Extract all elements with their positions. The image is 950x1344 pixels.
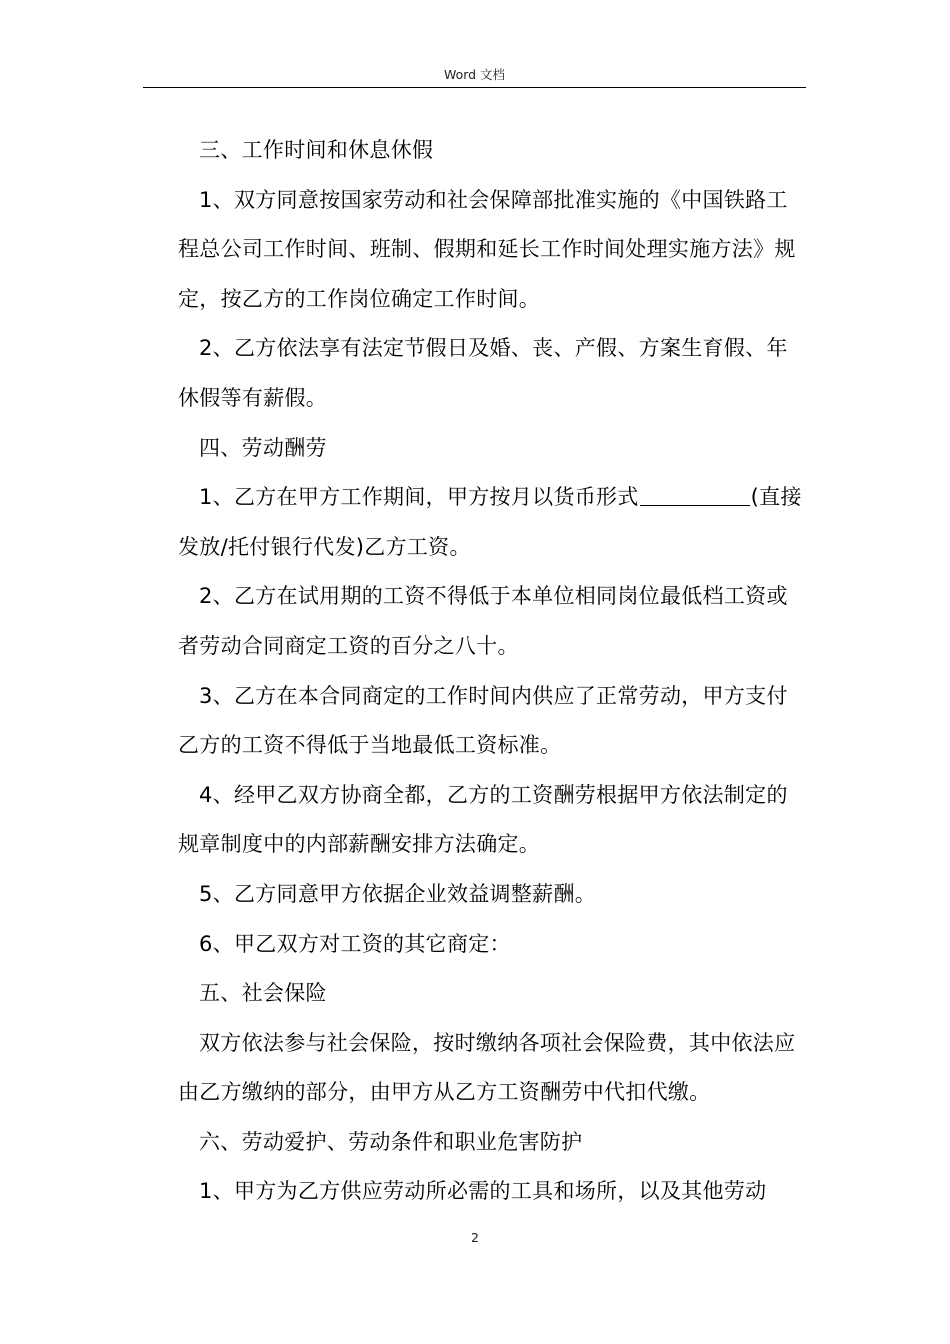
- section-heading: 六、劳动爱护、劳动条件和职业危害防护: [199, 1129, 583, 1154]
- section-heading: 四、劳动酬劳: [199, 435, 327, 460]
- paragraph: 2、乙方在试用期的工资不得低于本单位相同岗位最低档工资或者劳动合同商定工资的百分之八十。: [178, 584, 788, 658]
- paragraph: 6、甲乙双方对工资的其它商定：: [199, 931, 511, 956]
- paragraph: 2、乙方依法享有法定节假日及婚、丧、产假、方案生育假、年休假等有薪假。: [178, 336, 788, 410]
- paragraph-text: 1、乙方在甲方工作期间，甲方按月以货币形式: [199, 485, 639, 510]
- paragraph: 4、经甲乙双方协商全都，乙方的工资酬劳根据甲方依法制定的规章制度中的内部薪酬安排方法确定。: [178, 782, 788, 857]
- section-heading: 三、工作时间和休息休假: [199, 138, 434, 162]
- paragraph: 5、乙方同意甲方依据企业效益调整薪酬。: [199, 881, 597, 906]
- page-number: 2: [471, 1230, 479, 1245]
- paragraph-with-blank: [178, 473, 804, 572]
- page-header: Word 文档: [443, 67, 506, 82]
- paragraph: 1、双方同意按国家劳动和社会保障部批准实施的《中国铁路工程总公司工作时间、班制、假期和延长工作时间处理实施方法》规定，按乙方的工作岗位确定工作时间。: [178, 187, 796, 311]
- paragraph-text: (直接发放/托付银行代发)乙方工资。: [178, 485, 802, 559]
- section-heading: 五、社会保险: [199, 981, 327, 1006]
- header-rule: [143, 87, 806, 88]
- paragraph: 双方依法参与社会保险，按时缴纳各项社会保险费，其中依法应由乙方缴纳的部分，由甲方从乙方工资酬劳中代扣代缴。: [178, 1030, 796, 1105]
- paragraph: 3、乙方在本合同商定的工作时间内供应了正常劳动，甲方支付乙方的工资不得低于当地最低工资标准。: [178, 683, 788, 758]
- paragraph: 1、甲方为乙方供应劳动所必需的工具和场所，以及其他劳动: [199, 1179, 767, 1204]
- fill-in-blank: [640, 485, 750, 506]
- document-body: [178, 126, 804, 1217]
